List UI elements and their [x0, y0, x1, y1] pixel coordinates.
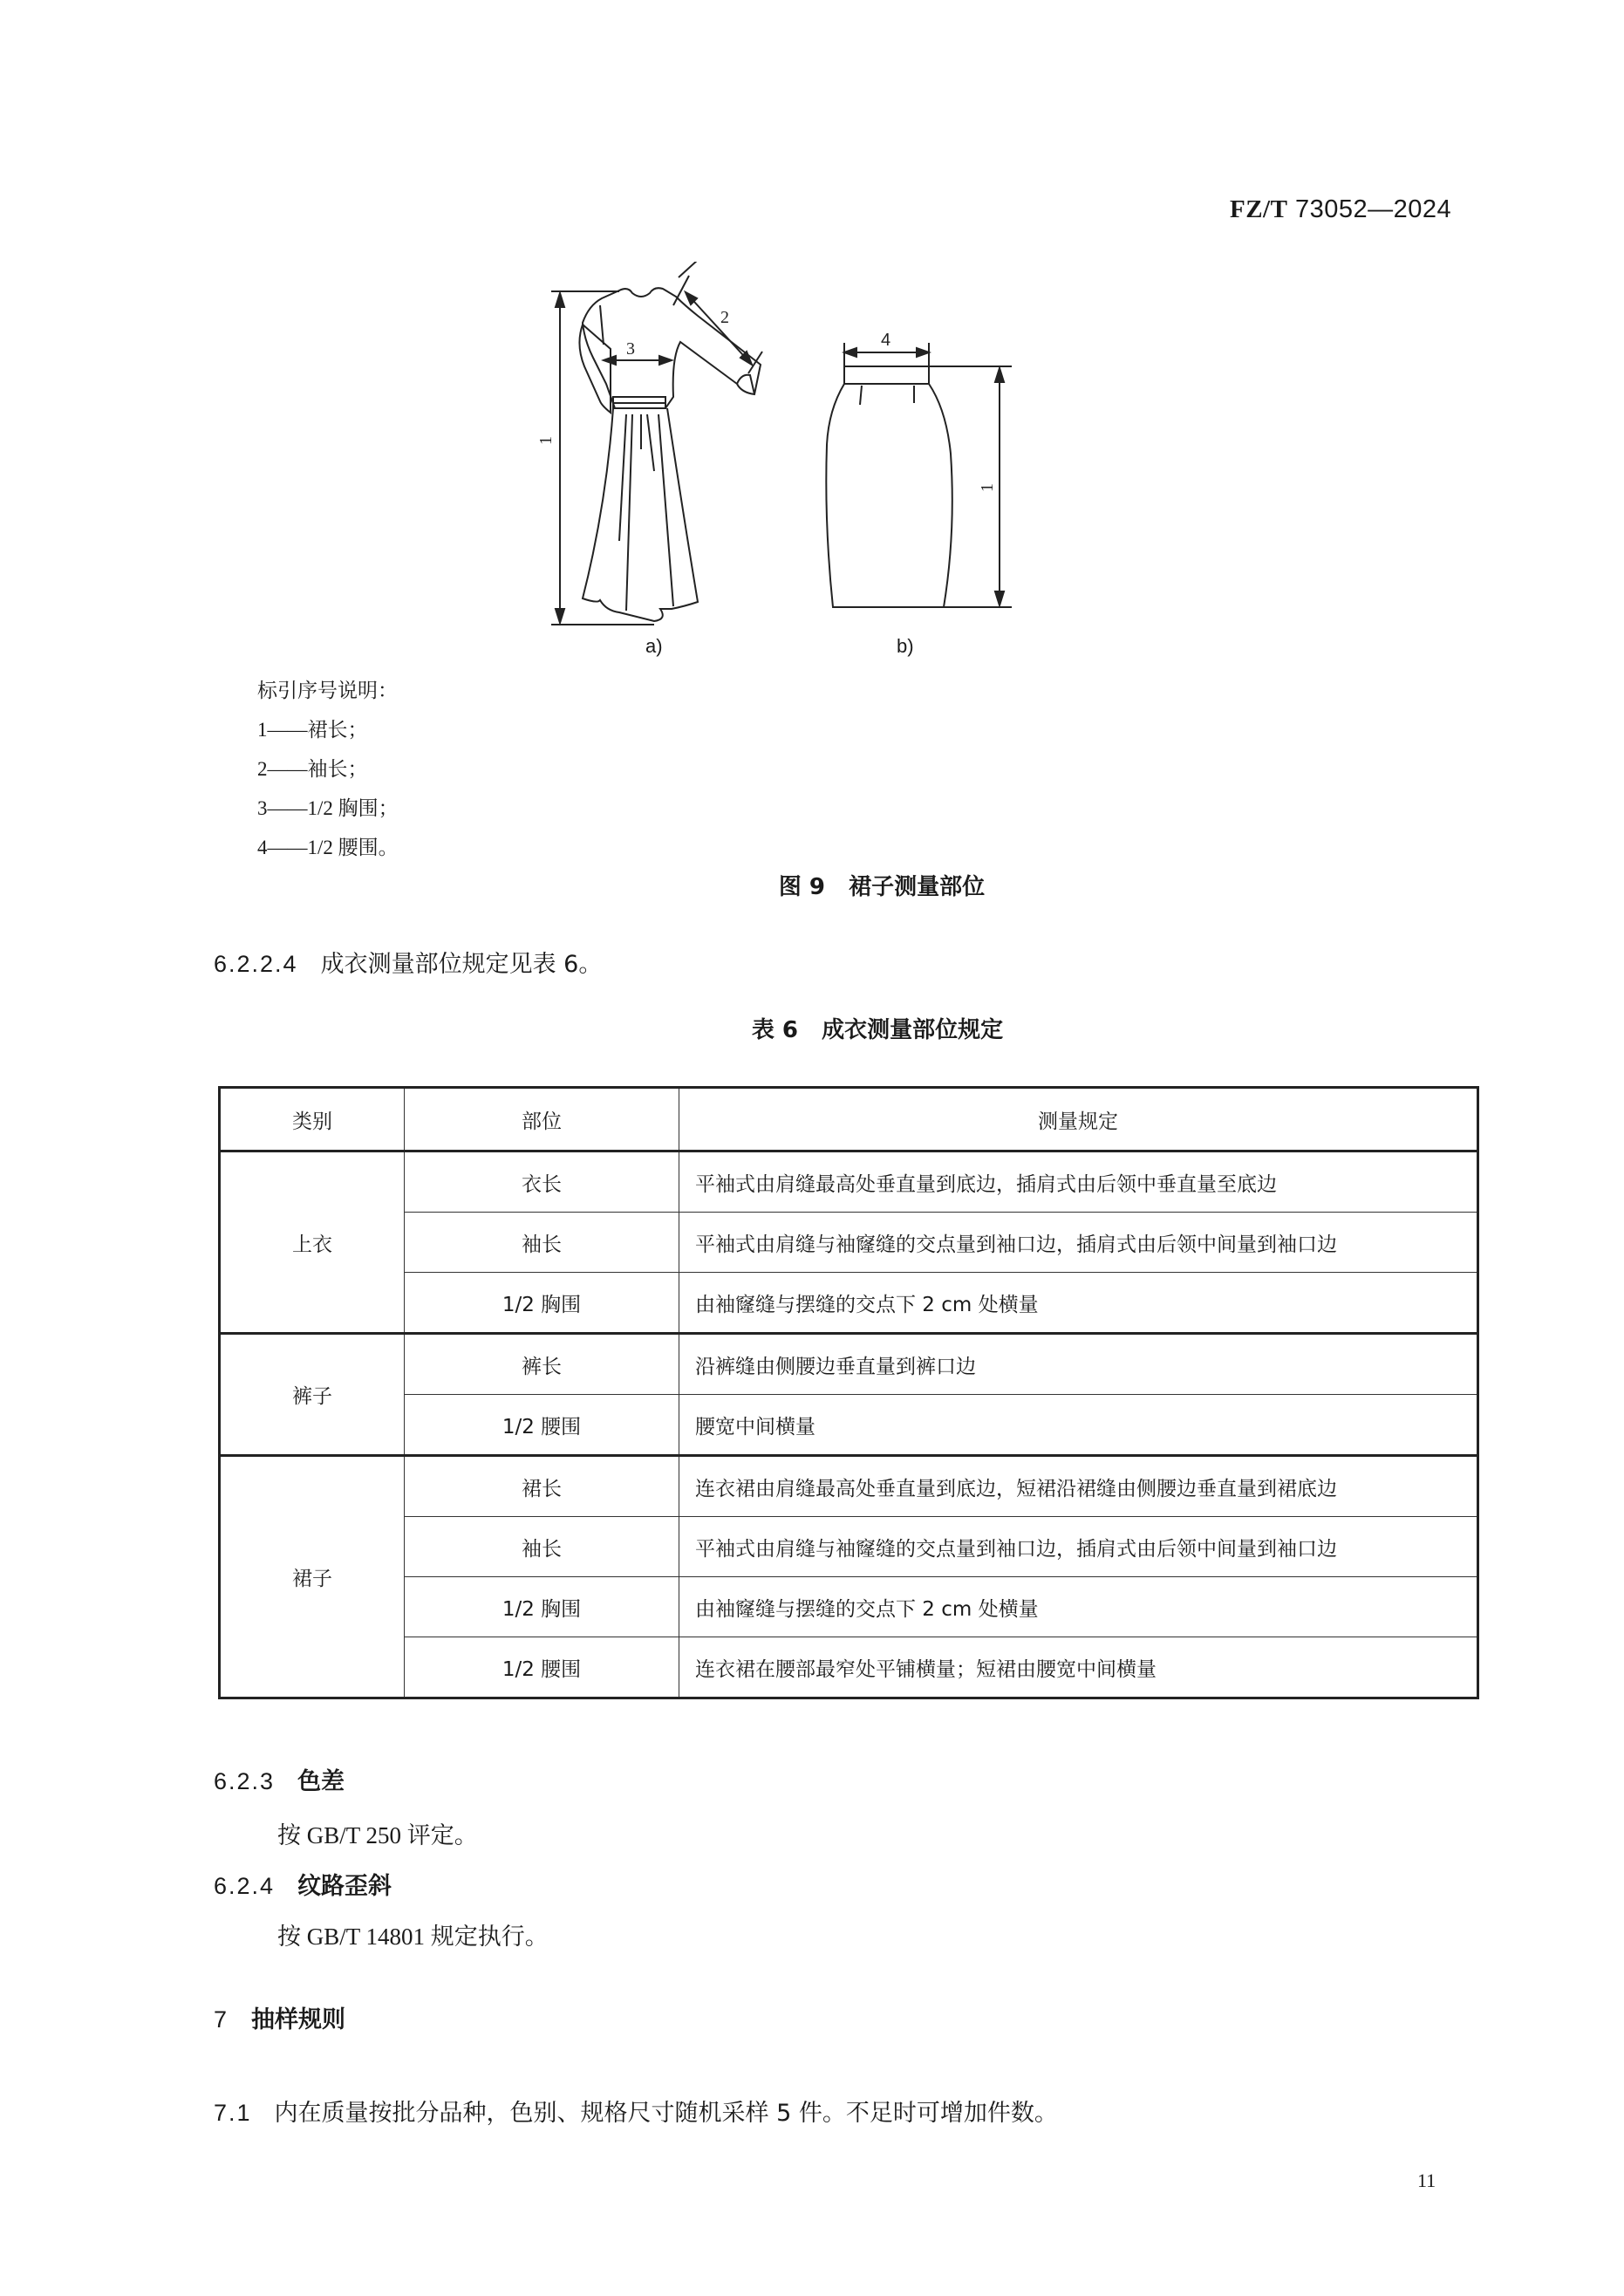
table-header-row — [220, 1088, 1478, 1151]
table-row — [220, 1334, 1478, 1395]
figure-legend-item: 4——1/2 腰围。 — [257, 837, 399, 858]
measurement-spec-table — [218, 1086, 1479, 1699]
clause-title: 色差 — [297, 1768, 345, 1795]
column-header-part: 部位 — [405, 1088, 679, 1151]
category-cell: 裙子 — [220, 1456, 405, 1698]
clause-text: 内在质量按批分品种，色别、规格尺寸随机采样 5 件。不足时可增加件数。 — [274, 2100, 1058, 2127]
document-code — [1230, 194, 1451, 224]
part-cell: 衣长 — [405, 1151, 679, 1213]
figure-legend-item: 2——袖长； — [257, 758, 368, 780]
figure-title: 裙子测量部位 — [849, 874, 986, 900]
part-cell: 1/2 胸围 — [405, 1577, 679, 1637]
figure-caption — [0, 869, 1624, 901]
table-caption — [0, 1012, 1624, 1044]
clause-number: 6.2.2.4 — [214, 951, 298, 977]
callout-2: 2 — [720, 308, 729, 327]
table-row — [220, 1637, 1478, 1698]
clause-6-2-4-body: 按 GB/T 14801 规定执行。 — [277, 1924, 549, 1950]
figure-legend-item: 1——裙长； — [257, 719, 368, 741]
section-title: 抽样规则 — [251, 2006, 346, 2033]
category-cell: 上衣 — [220, 1151, 405, 1334]
clause-number: 6.2.3 — [214, 1768, 276, 1794]
category-cell: 裤子 — [220, 1334, 405, 1456]
section-number: 7 — [214, 2006, 229, 2033]
callout-3: 3 — [626, 339, 635, 359]
clause-6-2-3-body: 按 GB/T 250 评定。 — [277, 1822, 478, 1848]
callout-1-skirt: 1 — [978, 483, 997, 492]
subfigure-label-b: b) — [897, 635, 914, 657]
rule-cell: 平袖式由肩缝与袖窿缝的交点量到袖口边，插肩式由后领中间量到袖口边 — [679, 1213, 1478, 1273]
table-row — [220, 1456, 1478, 1517]
table-number: 表 6 — [751, 1017, 798, 1043]
subfigure-label-a: a) — [645, 635, 663, 657]
part-cell: 裙长 — [405, 1456, 679, 1517]
clause-7-1 — [214, 2094, 1058, 2128]
rule-cell: 平袖式由肩缝与袖窿缝的交点量到袖口边，插肩式由后领中间量到袖口边 — [679, 1517, 1478, 1577]
column-header-rule: 测量规定 — [679, 1088, 1478, 1151]
section-7-heading — [214, 2000, 345, 2034]
table-row — [220, 1395, 1478, 1456]
part-cell: 袖长 — [405, 1517, 679, 1577]
rule-cell: 由袖窿缝与摆缝的交点下 2 cm 处横量 — [679, 1273, 1478, 1334]
rule-cell: 平袖式由肩缝最高处垂直量到底边，插肩式由后领中垂直量至底边 — [679, 1151, 1478, 1213]
document-code-number: 73052—2024 — [1287, 195, 1452, 223]
rule-cell: 连衣裙在腰部最窄处平铺横量；短裙由腰宽中间横量 — [679, 1637, 1478, 1698]
part-cell: 1/2 腰围 — [405, 1395, 679, 1456]
document-code-prefix: FZ/T — [1230, 195, 1288, 223]
table-title: 成衣测量部位规定 — [822, 1017, 1004, 1043]
table-row — [220, 1577, 1478, 1637]
clause-title: 纹路歪斜 — [297, 1873, 392, 1900]
table-row — [220, 1213, 1478, 1273]
rule-cell: 腰宽中间横量 — [679, 1395, 1478, 1456]
table-row — [220, 1151, 1478, 1213]
dress-and-skirt-diagram — [523, 262, 1151, 672]
figure-legend-title: 标引序号说明： — [257, 680, 398, 701]
part-cell: 1/2 腰围 — [405, 1637, 679, 1698]
clause-number: 7.1 — [214, 2100, 252, 2126]
figure-legend-item: 3——1/2 胸围； — [257, 797, 399, 819]
clause-text: 成衣测量部位规定见表 6。 — [320, 951, 603, 978]
callout-1-dress: 1 — [536, 436, 556, 445]
column-header-category: 类别 — [220, 1088, 405, 1151]
table-row — [220, 1273, 1478, 1334]
rule-cell: 由袖窿缝与摆缝的交点下 2 cm 处横量 — [679, 1577, 1478, 1637]
clause-6-2-2-4 — [214, 945, 602, 979]
clause-6-2-3-heading — [214, 1762, 345, 1796]
rule-cell: 连衣裙由肩缝最高处垂直量到底边，短裙沿裙缝由侧腰边垂直量到裙底边 — [679, 1456, 1478, 1517]
part-cell: 袖长 — [405, 1213, 679, 1273]
part-cell: 1/2 胸围 — [405, 1273, 679, 1334]
part-cell: 裤长 — [405, 1334, 679, 1395]
clause-6-2-4-heading — [214, 1867, 392, 1901]
rule-cell: 沿裤缝由侧腰边垂直量到裤口边 — [679, 1334, 1478, 1395]
figure-number: 图 9 — [778, 874, 825, 900]
figure-9-skirt-measurement — [523, 262, 1151, 672]
clause-number: 6.2.4 — [214, 1873, 276, 1899]
callout-4: 4 — [881, 331, 891, 350]
table-row — [220, 1517, 1478, 1577]
page-number: 11 — [1417, 2170, 1436, 2191]
